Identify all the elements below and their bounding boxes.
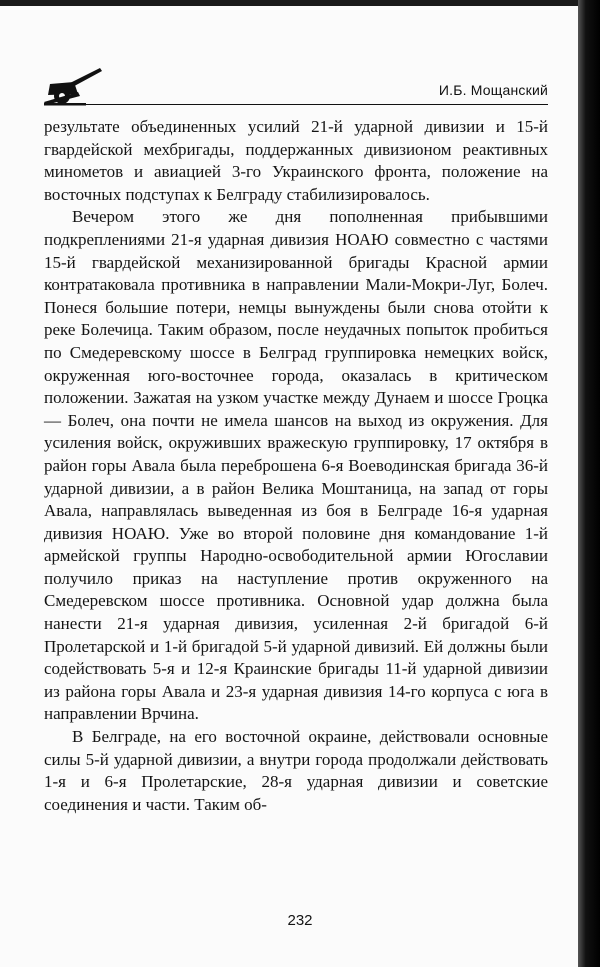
page-number: 232 [287, 912, 313, 929]
author-name: И.Б. Мощанский [438, 82, 548, 98]
paragraph: Вечером этого же дня пополненная прибывшими подкреплениями 21-я ударная дивизия НОАЮ совместно с частями 15-й гвардейской механизированной бригады Красной армии контратаковала противника в направлении Мали-Мокри-Луг, Болеч. Понеся большие потери, немцы вынуждены были снова отойти к реке Болечица. Таким образом, после неудачных попыток пробиться по Смедеревскому шоссе в Белград группировка немецких войск, окруженная юго-восточнее города, оказалась в критическом положении. Зажатая на узком участке между Дунаем и шоссе Гроцка — Болеч, она почти не имела шансов на выход из окружения. Для усиления войск, окруживших вражескую группировку, 17 октября в район горы Авала была переброшена 6-я Воеводинская бригада 36-й ударной дивизии, а в район Велика Моштаница, на запад от горы Авала, направлялась выведенная из боя в Белграде 16-я ударная дивизия НОАЮ. Уже во второй половине дня командование 1-й армейской группы Народно-освободительной армии Югославии получило приказ на наступление против окруженного на Смедеревском шоссе противника. Основной удар должна была нанести 21-я ударная дивизия, усиленная 2-й бригадой 6-й Пролетарской и 1-й бригадой 5-й ударной дивизий. Ей должны были содействовать 5-я и 12-я Краинские бригады 11-й ударной дивизии из района горы Авала и 23-я ударная дивизия 14-го корпуса с юга в направлении Врчина. [44, 207, 548, 724]
header-rule [44, 104, 548, 105]
artillery-gun-icon [44, 64, 106, 106]
scan-edge-right [578, 0, 600, 967]
paragraph: результате объединенных усилий 21-й ударной дивизии и 15-й гвардейской мехбригады, поддержанных дивизионом реактивных минометов и авиацией 3-го Украинского фронта, положение на восточных подступах к Белграду стабилизировалось. [44, 117, 548, 204]
running-header [44, 62, 548, 106]
main-text [44, 116, 548, 816]
paragraph: В Белграде, на его восточной окраине, действовали основные силы 5-й ударной дивизии, а внутри города продолжали действовать 1-я и 6-я Пролетарские, 28-я ударная дивизии и советские соединения и части. Таким об- [44, 727, 548, 814]
scan-edge-top [0, 0, 600, 6]
